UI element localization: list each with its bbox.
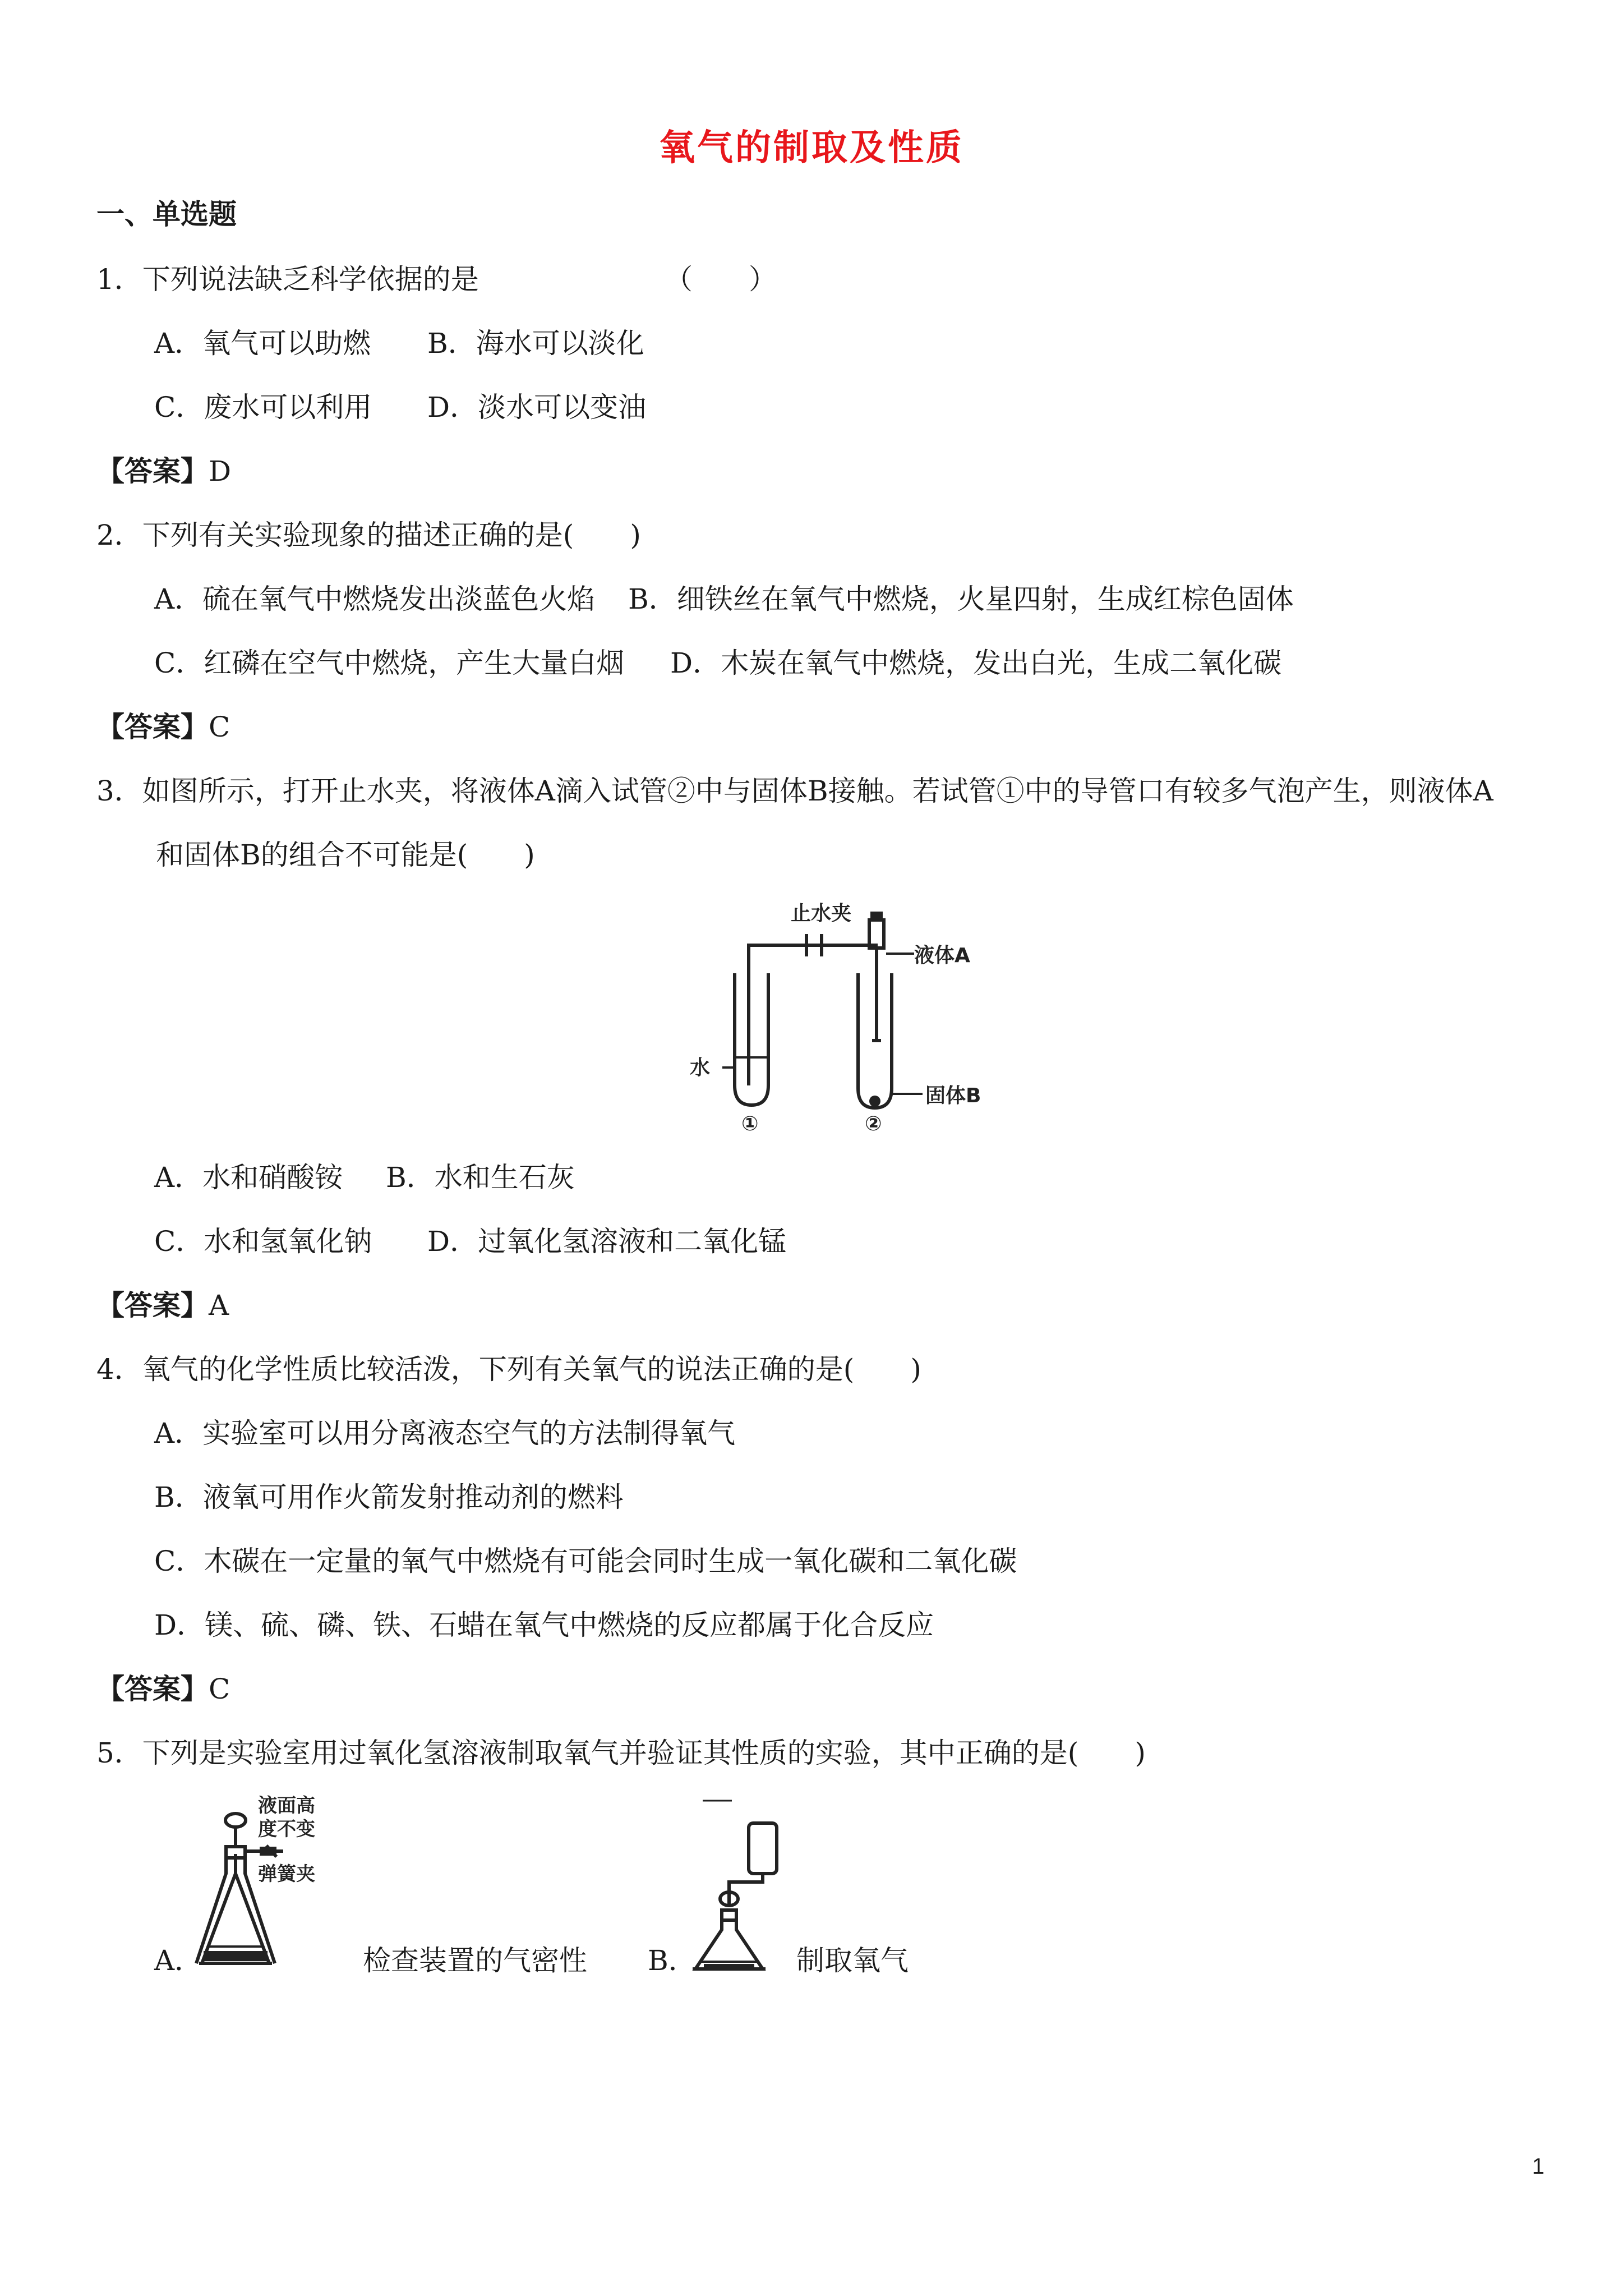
figure-label-liquid: 液体A [914, 944, 970, 967]
answer-label: 【答案】 [96, 454, 209, 487]
figure-label-tube-2: ② [865, 1112, 882, 1135]
question-2-option-a: A．硫在氧气中燃烧发出淡蓝色火焰 [154, 583, 596, 615]
question-4-option-a: A．实验室可以用分离液态空气的方法制得氧气 [154, 1417, 736, 1450]
question-3-apparatus-figure [679, 895, 981, 1136]
question-3-option-c: C．水和氢氧化钠 [154, 1225, 372, 1258]
question-5-option-b-figure [687, 1798, 810, 1977]
question-4-option-b: B．液氧可用作火箭发射推动剂的燃料 [154, 1481, 624, 1513]
question-4-answer [96, 1672, 230, 1706]
answer-value: A [209, 1289, 229, 1322]
question-1-stem: 1．下列说法缺乏科学依据的是 [96, 263, 479, 296]
question-3-option-a: A．水和硝酸铵 [154, 1161, 343, 1194]
answer-label: 【答案】 [96, 710, 209, 743]
question-2-option-c: C．红磷在空气中燃烧，产生大量白烟 [154, 647, 625, 679]
question-5-option-a-label: A． [154, 1944, 203, 1977]
answer-label: 【答案】 [96, 1289, 209, 1322]
answer-value: C [209, 1673, 230, 1705]
question-3-stem-line-2: 和固体B的组合不可能是( ) [156, 839, 535, 871]
page-number: 1 [1532, 2154, 1544, 2179]
question-2-stem: 2．下列有关实验现象的描述正确的是( ) [96, 519, 641, 551]
question-4-option-d: D．镁、硫、磷、铁、石蜡在氧气中燃烧的反应都属于化合反应 [154, 1609, 934, 1641]
answer-value: C [209, 711, 230, 743]
question-3-stem-line-1: 3．如图所示，打开止水夹，将液体A滴入试管②中与固体B接触。若试管①中的导管口有较多气泡产生，则液体A [96, 775, 1493, 807]
question-3-answer [96, 1289, 229, 1322]
question-5-option-a-text: 检查装置的气密性 [363, 1944, 587, 1977]
question-4-stem: 4．氧气的化学性质比较活泼，下列有关氧气的说法正确的是( ) [96, 1353, 921, 1386]
question-2-option-d: D．木炭在氧气中燃烧，发出白光，生成二氧化碳 [670, 647, 1282, 679]
question-1-option-a: A．氧气可以助燃 [154, 327, 371, 360]
question-1-option-d: D．淡水可以变油 [427, 391, 647, 424]
question-5-option-b-label: B． [648, 1944, 697, 1977]
answer-label: 【答案】 [96, 1672, 209, 1705]
figure-label-clamp: 止水夹 [791, 902, 852, 925]
question-2-answer [96, 710, 230, 744]
figure-label-spring-clip: 弹簧夹 [258, 1863, 315, 1885]
figure-label-unchanged: 度不变 [258, 1818, 315, 1841]
page-title: 氧气的制取及性质 [659, 127, 964, 169]
question-3-option-d: D．过氧化氢溶液和二氧化锰 [427, 1225, 787, 1258]
question-5-option-b-text: 制取氧气 [796, 1944, 909, 1977]
question-2-option-b: B．细铁丝在氧气中燃烧，火星四射，生成红棕色固体 [628, 583, 1294, 615]
figure-label-water: 水 [690, 1056, 711, 1079]
figure-label-liquid-height: 液面高 [258, 1795, 315, 1817]
question-5-stem: 5．下列是实验室用过氧化氢溶液制取氧气并验证其性质的实验，其中正确的是( ) [96, 1737, 1146, 1769]
figure-label-solid: 固体B [925, 1084, 981, 1107]
figure-label-tube-1: ① [741, 1112, 759, 1135]
question-3-option-b: B．水和生石灰 [386, 1161, 575, 1194]
section-heading: 一、单选题 [96, 197, 237, 231]
question-1-answer [96, 454, 231, 488]
question-1-option-c: C．废水可以利用 [154, 391, 372, 424]
question-1-paren: （ ） [665, 263, 777, 296]
question-1-option-b: B．海水可以淡化 [427, 327, 644, 360]
question-4-option-c: C．木碳在一定量的氧气中燃烧有可能会同时生成一氧化碳和二氧化碳 [154, 1545, 1017, 1577]
answer-value: D [209, 455, 232, 487]
question-5-option-a-figure [193, 1795, 362, 1980]
